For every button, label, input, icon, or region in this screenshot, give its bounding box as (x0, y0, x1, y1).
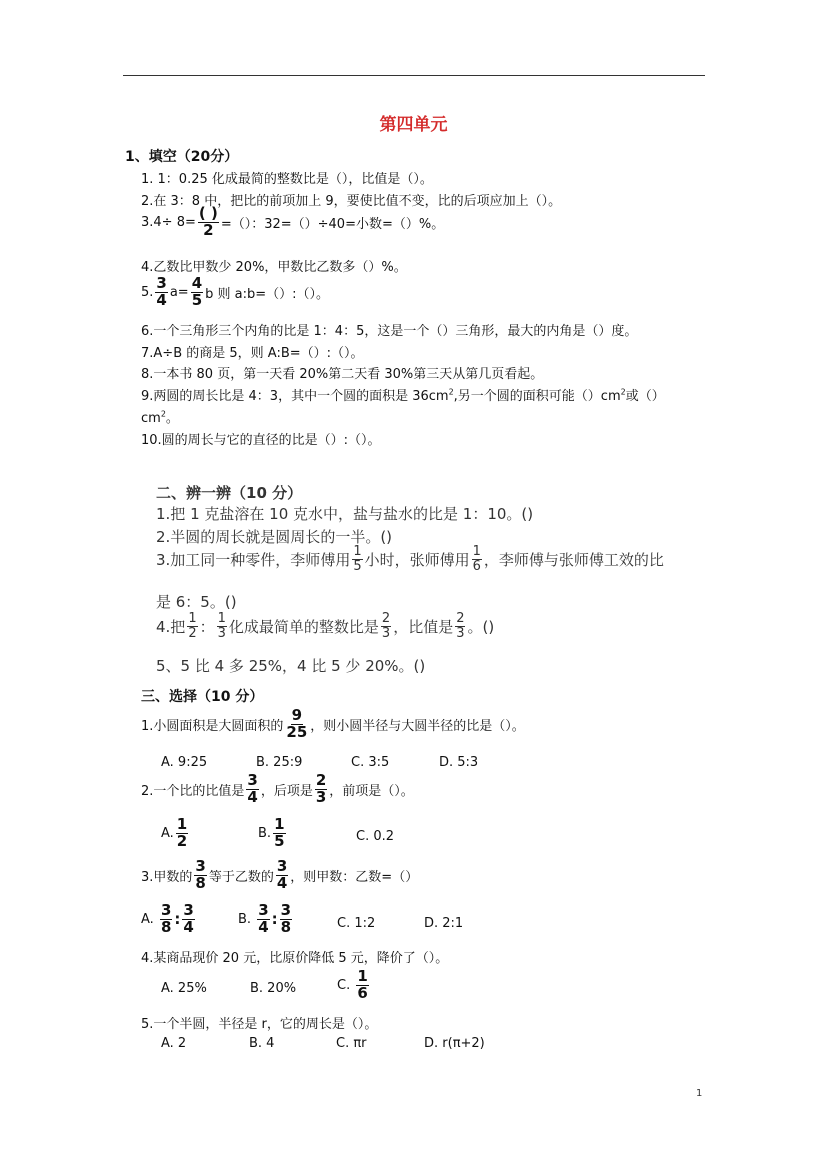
s3-q3-option-b (238, 903, 294, 936)
s2-q3-part: ，李师傅与张师傅工效的比 (483, 550, 664, 569)
s1-q9-part: ,另一个圆的面积可能（）cm (453, 389, 621, 404)
s1-q9-part: 或（） (625, 389, 665, 404)
s3-q5-option-a: A. 2 (161, 1036, 187, 1051)
numerator: 2 (456, 611, 465, 626)
numerator: 1 (472, 544, 481, 559)
s2-q4-part: ，比值是 (393, 617, 454, 636)
numerator: 1 (176, 815, 188, 833)
s3-question-5: 5.一个半圆，半径是 r，它的周长是（）。 (141, 1017, 378, 1032)
s3-q4-option-a: A. 25% (161, 981, 207, 996)
fraction (198, 206, 219, 239)
denominator: 5 (353, 558, 362, 574)
numerator: 3 (156, 274, 167, 292)
s3-q3-option-a (141, 903, 197, 936)
denominator: 2 (188, 625, 197, 641)
s3-q3-option-c: C. 1:2 (337, 916, 376, 931)
s3-q1-option-c: C. 3:5 (351, 755, 390, 770)
denominator: 3 (315, 787, 327, 806)
denominator: 6 (472, 558, 481, 574)
s3-q3-part: 等于乙数的 (208, 869, 274, 885)
s2-question-3 (156, 545, 664, 573)
fraction (472, 545, 482, 573)
s3-q1-part: ，则小圆半径与大圆半径的比是（）。 (310, 718, 525, 734)
superscript: 2 (160, 409, 166, 419)
s3-q1-option-a: A. 9:25 (161, 755, 208, 770)
page-title: 第四单元 (379, 115, 448, 135)
numerator: ( ) (198, 204, 218, 222)
s3-q2-option-c: C. 0.2 (356, 829, 395, 844)
s2-q4-part: 化成最简单的整数比是 (228, 617, 379, 636)
numerator: 4 (191, 274, 203, 292)
s1-q3-prefix: 3.4÷ 8= (141, 214, 196, 230)
s1-question-4: 4.乙数比甲数少 20%，甲数比乙数多（）%。 (141, 260, 407, 275)
s3-q2-option-b (258, 817, 288, 850)
numerator: 1 (274, 815, 285, 833)
numerator: 1 (357, 967, 368, 985)
s1-q9-part: 9.两圆的周长比是 4：3，其中一个圆的面积是 36cm (141, 389, 449, 404)
numerator: 3 (258, 901, 269, 919)
fraction (276, 859, 288, 892)
s1-q9-part: cm (141, 411, 161, 426)
numerator: 9 (291, 706, 303, 724)
denominator: 8 (280, 917, 292, 936)
s3-q5-option-d: D. r(π+2) (424, 1036, 485, 1051)
fraction (356, 969, 368, 1002)
superscript: 2 (620, 387, 626, 397)
fraction (155, 276, 167, 309)
denominator: 6 (357, 983, 368, 1002)
denominator: 4 (258, 917, 269, 936)
colon: : (271, 910, 278, 929)
denominator: 4 (247, 787, 258, 806)
page-number: 1 (696, 1088, 703, 1099)
s1-question-6: 6.一个三角形三个内角的比是 1：4：5，这是一个（）三角形，最大的内角是（）度。 (141, 324, 638, 339)
denominator: 3 (456, 625, 465, 641)
section-1-heading: 1、填空（20分） (125, 149, 239, 165)
s2-question-5: 5、5 比 4 多 25%，4 比 5 少 20%。() (156, 657, 426, 675)
denominator: 5 (191, 290, 203, 309)
denominator: 4 (276, 873, 288, 892)
s2-question-4 (156, 612, 494, 640)
numerator: 3 (160, 901, 172, 919)
fraction (187, 612, 197, 640)
denominator: 25 (286, 722, 308, 741)
fraction (455, 612, 465, 640)
s2-q4-part: 4.把 (156, 617, 186, 636)
fraction (191, 276, 203, 309)
s3-q3-part: 3.甲数的 (141, 869, 193, 885)
numerator: 2 (315, 771, 327, 789)
s1-question-3 (141, 206, 444, 239)
s3-question-3 (141, 859, 418, 892)
fraction (257, 903, 269, 936)
numerator: 3 (195, 857, 206, 875)
s1-question-2: 2.在 3：8 中，把比的前项加上 9，要使比值不变，比的后项应加上（）。 (141, 194, 562, 209)
s3-q2-option-a (161, 817, 190, 850)
s1-question-9 (141, 385, 665, 404)
s2-question-1: 1.把 1 克盐溶在 10 克水中，盐与盐水的比是 1：10。() (156, 505, 534, 523)
fraction (352, 545, 362, 573)
denominator: 2 (203, 220, 214, 239)
s3-q1-option-b: B. 25:9 (256, 755, 303, 770)
s2-q3-part: 小时，张师傅用 (364, 550, 470, 569)
s1-q5-prefix: 5. (141, 284, 154, 300)
option-letter: A. (141, 911, 154, 927)
s1-q5-suffix: b 则 a:b=（）:（）。 (205, 286, 330, 302)
s2-question-3-cont: 是 6：5。() (156, 593, 237, 611)
option-letter: A. (161, 825, 174, 841)
s3-question-1 (141, 708, 525, 741)
denominator: 3 (381, 625, 391, 641)
fraction (182, 903, 194, 936)
numerator: 1 (353, 544, 362, 559)
numerator: 3 (183, 901, 194, 919)
s2-q3-part: 3.加工同一种零件，李师傅用 (156, 550, 351, 569)
s1-question-7: 7.A÷B 的商是 5，则 A:B=（）:（）。 (141, 346, 364, 361)
s3-q3-option-d: D. 2:1 (424, 916, 464, 931)
s3-q4-option-b: B. 20% (250, 981, 297, 996)
fraction (194, 859, 206, 892)
s3-q2-part: 2.一个比的比值是 (141, 783, 245, 799)
s2-q4-part: ： (199, 617, 215, 636)
s3-q5-option-b: B. 4 (249, 1036, 275, 1051)
s2-question-2: 2.半圆的周长就是圆周长的一半。() (156, 528, 393, 546)
fraction (217, 612, 227, 640)
s1-question-10: 10.圆的周长与它的直径的比是（）:（）。 (141, 433, 381, 448)
numerator: 2 (381, 611, 391, 626)
numerator: 3 (247, 771, 258, 789)
s1-question-5 (141, 276, 329, 309)
header-rule (123, 75, 705, 76)
denominator: 8 (195, 873, 206, 892)
section-3-heading: 三、选择（10 分） (141, 689, 264, 705)
s1-question-1: 1. 1：0.25 化成最简的整数比是（），比值是（）。 (141, 172, 433, 187)
fraction (315, 773, 327, 806)
numerator: 3 (276, 857, 288, 875)
fraction (160, 903, 172, 936)
s3-q2-part: ，前项是（）。 (329, 783, 414, 799)
s3-q1-part: 1.小圆面积是大圆面积的 (141, 718, 284, 734)
colon: : (174, 910, 181, 929)
denominator: 3 (217, 625, 226, 641)
numerator: 1 (188, 611, 197, 626)
denominator: 8 (160, 917, 172, 936)
numerator: 1 (217, 611, 226, 626)
s3-q1-option-d: D. 5:3 (439, 755, 479, 770)
fraction (246, 773, 258, 806)
s1-q9-part: 。 (165, 411, 179, 426)
s2-q4-part: 。() (467, 617, 495, 636)
s3-q4-option-c (337, 969, 371, 1002)
s1-question-8: 8.一本书 80 页，第一天看 20%第二天看 30%第三天从第几页看起。 (141, 367, 544, 382)
s3-q5-option-c: C. πr (336, 1036, 367, 1051)
superscript: 2 (448, 387, 454, 397)
s3-question-2 (141, 773, 414, 806)
denominator: 5 (274, 831, 285, 850)
s3-question-4: 4.某商品现价 20 元，比原价降低 5 元，降价了（）。 (141, 951, 449, 966)
s1-question-9-cont (141, 407, 179, 426)
fraction (176, 817, 188, 850)
option-letter: B. (258, 825, 272, 841)
s3-q3-part: ，则甲数：乙数=（） (290, 869, 419, 885)
denominator: 4 (183, 917, 194, 936)
option-letter: B. (238, 911, 252, 927)
fraction (381, 612, 391, 640)
section-2-heading: 二、辨一辨（10 分） (156, 484, 303, 502)
s3-q2-part: ，后项是 (260, 783, 313, 799)
s1-q3-suffix: =（）：32=（）÷40=小数=（）%。 (220, 216, 445, 232)
denominator: 4 (156, 290, 167, 309)
denominator: 2 (176, 831, 188, 850)
fraction (273, 817, 285, 850)
numerator: 3 (280, 901, 292, 919)
fraction (285, 708, 308, 741)
fraction (280, 903, 292, 936)
option-letter: C. (337, 977, 351, 993)
s1-q5-mid: a= (169, 284, 189, 300)
